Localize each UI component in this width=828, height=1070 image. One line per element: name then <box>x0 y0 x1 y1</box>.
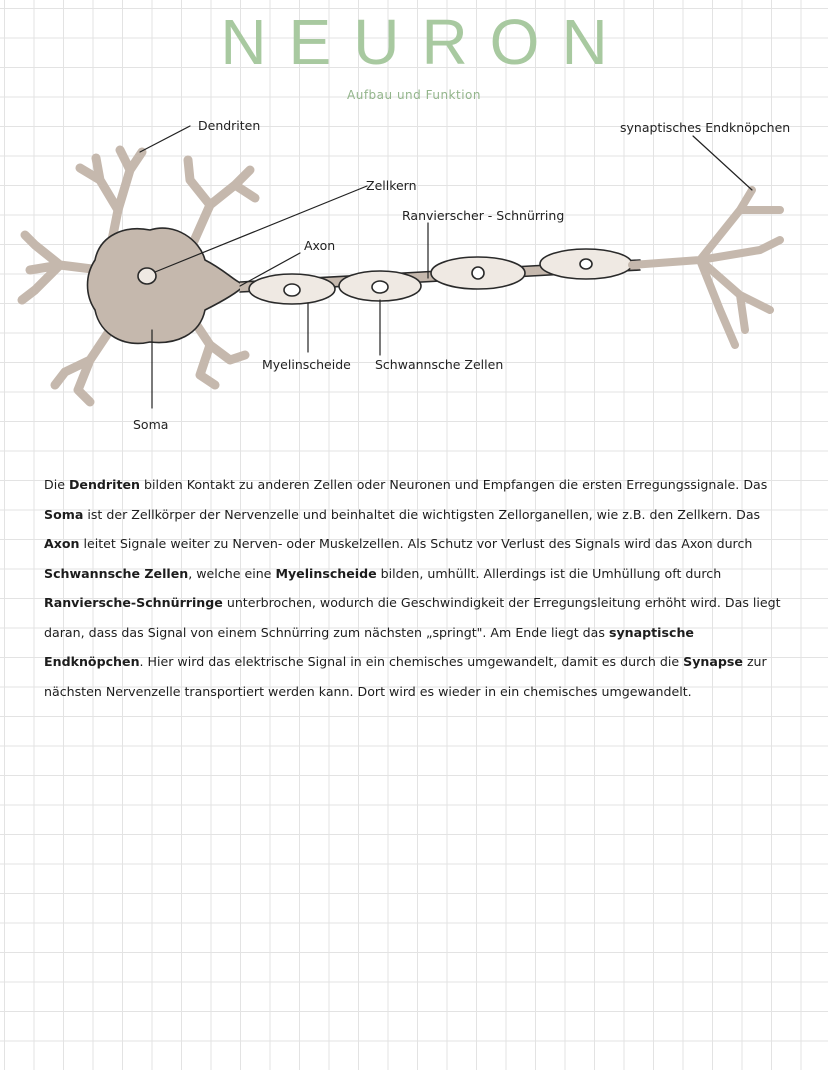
zellkern <box>138 268 156 284</box>
term-myelinscheide: Myelinscheide <box>275 565 377 581</box>
label-dendriten: Dendriten <box>198 118 261 133</box>
label-endknoepfchen: synaptisches Endknöpchen <box>620 120 791 135</box>
label-myelinscheide: Myelinscheide <box>262 357 351 372</box>
label-axon: Axon <box>304 238 336 253</box>
description-paragraph: Die Dendriten bilden Kontakt zu anderen Zellen oder Neuronen und Empfangen die ersten Erregungssignale. Das Soma ist der Zellkörper der Nervenzelle und beinhaltet die wichtigsten Zellorganellen, wie z.B. den Zellkern. Das Axon leitet Signale weiter zu Nerven- oder Muskelzellen. Als Schutz vor Verlust des Signals wird das Axon durch Schwannsche Zellen, welche eine Myelinscheide bilden, umhüllt. Allerdings ist die Umhüllung oft durch Ranviersche-Schnürringe unterbrochen, wodurch die Geschwindigkeit der Erregungsleitung erhöht wird. Das liegt daran, dass das Signal von einem Schnürring zum nächsten „springt". Am Ende liegt das synaptische Endknöpchen. Hier wird das elektrische Signal in ein chemisches umgewandelt, damit es durch die Synapse zur nächsten Nervenzelle transportiert werden kann. Dort wird es wieder in ein chemisches umgewandelt. <box>44 477 781 699</box>
term-ranvier: Ranviersche-Schnürringe <box>44 595 223 610</box>
label-zellkern: Zellkern <box>366 178 417 193</box>
term-endknoepfchen: synaptische Endknöpchen <box>44 624 694 669</box>
label-ranvier: Ranvierscher - Schnürring <box>402 208 565 223</box>
label-soma: Soma <box>133 417 169 432</box>
axon-terminals <box>632 190 780 345</box>
neuron-diagram <box>0 110 828 440</box>
term-axon: Axon <box>44 536 80 551</box>
term-soma: Soma <box>44 506 84 522</box>
myelin-segments <box>249 249 632 304</box>
term-dendriten: Dendriten <box>68 477 140 492</box>
description-text <box>44 470 794 706</box>
label-schwann: Schwannsche Zellen <box>375 357 504 372</box>
page-subtitle: Aufbau und Funktion <box>347 88 481 102</box>
term-synapse: Synapse <box>683 654 743 669</box>
page-title: NEURON <box>220 6 630 78</box>
term-schwann: Schwannsche Zellen <box>44 565 189 581</box>
